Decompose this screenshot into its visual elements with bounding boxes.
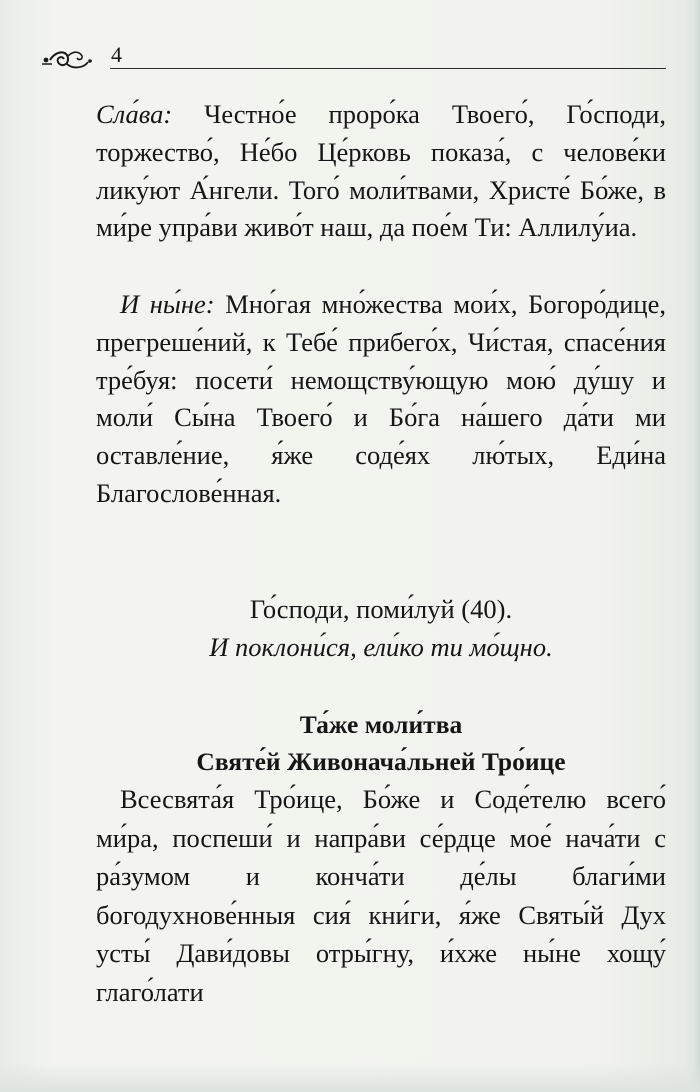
poklonisya-line: И поклони́ся, ели́ко ти мо́щно. — [209, 632, 553, 662]
prayer-heading-line2: Святе́й Живонача́льней Тро́ице — [196, 747, 566, 776]
header-rule — [110, 68, 666, 69]
slava-text: Честно́е проро́ка Твоего́, Го́споди, торжество́, Не́бо Це́рковь показа́, с челове́ки лику́ют А́нгели. Того́ моли́твами, Христе́ Бо́же, в ми́ре упра́ви живо́т наш, да пое́м Ти: Аллилу́иа. — [96, 99, 666, 243]
prayer-text: Всесвята́я Тро́ице, Бо́же и Соде́телю всего́ ми́ра, поспеши́ и напра́ви се́рдце мое́ нача́ти с ра́зумом и конча́ти де́лы благи́ми богодухнове́нныя сия́ кни́ги, я́же Святы́й Дух усты́ Дави́довы отры́гну, и́хже ны́не хощу́ глаго́лати — [96, 784, 666, 1007]
paragraph-prayer — [96, 780, 666, 1011]
prayer-heading-line1: Та́же моли́тва — [299, 710, 463, 739]
page-number: 4 — [111, 42, 122, 67]
gospodi-pomiluy: Го́споди, поми́луй (40). — [249, 594, 513, 624]
page-edge-right — [686, 0, 700, 1092]
paragraph-slava — [96, 96, 666, 247]
slava-intro: Сла́ва: — [96, 99, 173, 129]
floral-ornament-icon — [38, 46, 108, 72]
page-edge-bottom — [0, 1062, 700, 1092]
page-header — [38, 40, 666, 74]
i-nyne-intro: И ны́не: — [120, 289, 215, 319]
paragraph-i-nyne — [96, 286, 666, 513]
i-nyne-text: Мно́гая мно́жества мои́х, Богоро́дице, прегреше́ний, к Тебе́ прибего́х, Чи́стая, спасе́ния тре́буя: посети́ немощству́ющую мою́ ду́шу и моли́ Сы́на Твоего́ и Бо́га на́шего да́ти ми оставле́ние, я́же соде́ях лю́тых, Еди́на Благослове́нная. — [96, 289, 666, 508]
